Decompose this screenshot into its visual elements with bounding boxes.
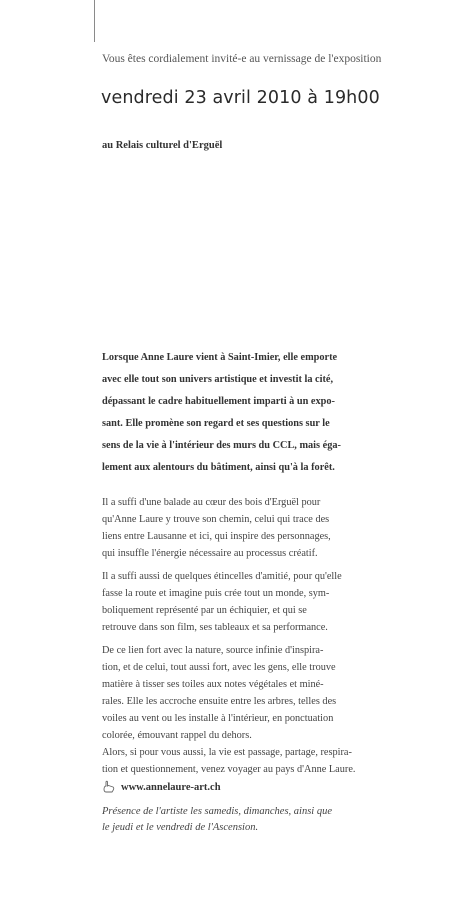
paragraph-3-line: voiles au vent ou les installe à l'intérieur, en ponctuation	[102, 713, 334, 724]
paragraph-3-line: colorée, émouvant rappel du dehors.	[102, 730, 252, 741]
intro-line: sens de la vie à l'intérieur des murs du CCL, mais éga-	[102, 440, 341, 451]
paragraph-3-line: matière à tisser ses toiles aux notes végétales et miné-	[102, 679, 324, 690]
event-date-heading: vendredi 23 avril 2010 à 19h00	[101, 88, 380, 108]
paragraph-2-line: Il a suffi aussi de quelques étincelles d'amitié, pour qu'elle	[102, 571, 342, 582]
intro-line: sant. Elle promène son regard et ses questions sur le	[102, 418, 330, 429]
invitation-text: Vous êtes cordialement invité-e au vernissage de l'exposition	[102, 53, 382, 65]
paragraph-2-line: fasse la route et imagine puis crée tout un monde, sym-	[102, 588, 330, 599]
website-link[interactable]: www.annelaure-art.ch	[121, 781, 221, 793]
paragraph-3-line: rales. Elle les accroche ensuite entre les arbres, telles des	[102, 696, 337, 707]
paragraph-1-line: qui insuffle l'énergie nécessaire au processus créatif.	[102, 548, 318, 559]
venue-text: au Relais culturel d'Erguël	[102, 140, 223, 151]
paragraph-3-line: De ce lien fort avec la nature, source infinie d'inspira-	[102, 645, 324, 656]
artist-presence-note-line: Présence de l'artiste les samedis, dimanches, ainsi que	[102, 806, 332, 817]
paragraph-4-line: tion et questionnement, venez voyager au pays d'Anne Laure.	[102, 764, 356, 775]
paragraph-1-line: Il a suffi d'une balade au cœur des bois d'Erguël pour	[102, 497, 321, 508]
artist-presence-note-line: le jeudi et le vendredi de l'Ascension.	[102, 822, 259, 833]
intro-line: dépassant le cadre habituellement imparti à un expo-	[102, 396, 335, 407]
paragraph-3-line: tion, et de celui, tout aussi fort, avec les gens, elle trouve	[102, 662, 336, 673]
paragraph-1-line: qu'Anne Laure y trouve son chemin, celui qui trace des	[102, 514, 330, 525]
pointing-hand-icon	[102, 780, 116, 794]
intro-line: avec elle tout son univers artistique et investit la cité,	[102, 374, 334, 385]
paragraph-2-line: retrouve dans son film, ses tableaux et sa performance.	[102, 622, 328, 633]
intro-line: Lorsque Anne Laure vient à Saint-Imier, elle emporte	[102, 352, 338, 363]
intro-line: lement aux alentours du bâtiment, ainsi qu'à la forêt.	[102, 462, 335, 473]
paragraph-2-line: boliquement représenté par un échiquier, et qui se	[102, 605, 307, 616]
paragraph-4-line: Alors, si pour vous aussi, la vie est passage, partage, respira-	[102, 747, 352, 758]
vertical-divider-line	[94, 0, 95, 42]
website-row[interactable]	[102, 780, 221, 794]
paragraph-1-line: liens entre Lausanne et ici, qui inspire des personnages,	[102, 531, 331, 542]
